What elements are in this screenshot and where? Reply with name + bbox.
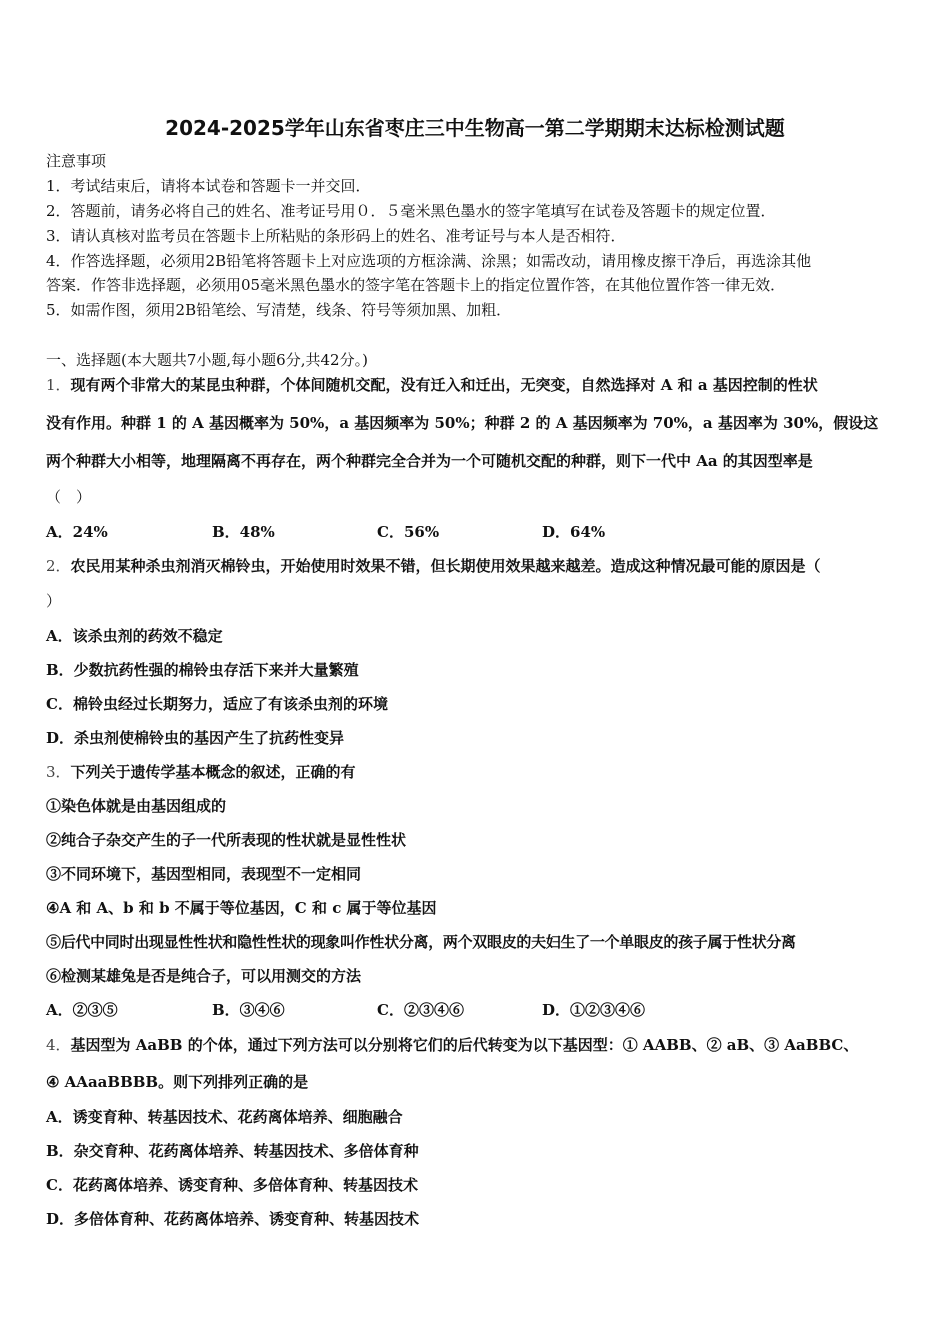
option-a: A．该杀虫剂的药效不稳定 <box>46 627 223 645</box>
question-number: 2． <box>46 557 71 575</box>
option-c: C．②③④⑥ <box>377 1001 464 1019</box>
question-2-line <box>46 555 906 577</box>
statement: ②纯合子杂交产生的子一代所表现的性状就是显性性状 <box>46 831 407 849</box>
option-a: A．诱变育种、转基因技术、花药离体培养、细胞融合 <box>46 1108 403 1126</box>
option-d: D．多倍体育种、花药离体培养、诱变育种、转基因技术 <box>46 1210 420 1228</box>
question-number: 3． <box>46 763 71 781</box>
option-d: D．①②③④⑥ <box>542 1001 646 1019</box>
question-text: 下列关于遗传学基本概念的叙述，正确的有 <box>70 763 356 781</box>
question-3-line <box>46 761 906 783</box>
question-1-line <box>46 374 906 396</box>
notice-item: 答案．作答非选择题，必须用05毫米黑色墨水的签字笔在答题卡上的指定位置作答，在其他位置作答一律无效． <box>46 276 786 294</box>
question-number: 4． <box>46 1036 71 1054</box>
question-1-options <box>46 521 906 543</box>
question-4-line <box>46 1034 906 1056</box>
question-1-line: 两个种群大小相等，地理隔离不再存在，两个种群完全合并为一个可随机交配的种群，则下一代中 Aa 的其因型率是 <box>46 452 813 470</box>
option-a: A．②③⑤ <box>46 1001 118 1019</box>
section-heading: 一、选择题(本大题共7小题,每小题6分,共42分。) <box>46 351 368 369</box>
question-1-line: 没有作用。种群 1 的 A 基因概率为 50%，a 基因频率为 50%；种群 2 的 A 基因频率为 70%，a 基因率为 30%，假设这 <box>46 414 879 432</box>
notice-item: 4．作答选择题，必须用2B铅笔将答题卡上对应选项的方框涂满、涂黑；如需改动，请用橡皮擦干净后，再选涂其他 <box>46 252 812 270</box>
option-b: B．杂交育种、花药离体培养、转基因技术、多倍体育种 <box>46 1142 419 1160</box>
question-3-options <box>46 999 906 1021</box>
option-a: A．24% <box>46 523 108 541</box>
question-number: 1． <box>46 376 71 394</box>
option-d: D．杀虫剂使棉铃虫的基因产生了抗药性变异 <box>46 729 345 747</box>
question-text: 农民用某种杀虫剂消灭棉铃虫，开始使用时效果不错，但长期使用效果越来越差。造成这种情况最可能的原因是（ <box>70 557 821 575</box>
option-b: B．48% <box>212 523 275 541</box>
notice-item: 1．考试结束后，请将本试卷和答题卡一并交回． <box>46 177 371 195</box>
question-4-line: ④ AAaaBBBB。则下列排列正确的是 <box>46 1073 309 1091</box>
statement: ①染色体就是由基因组成的 <box>46 797 227 815</box>
option-c: C．56% <box>377 523 440 541</box>
option-c: C．花药离体培养、诱变育种、多倍体育种、转基因技术 <box>46 1176 418 1194</box>
option-b: B．③④⑥ <box>212 1001 285 1019</box>
question-text: 现有两个非常大的某昆虫种群，个体间随机交配，没有迁入和迁出，无突变，自然选择对 A 和 a 基因控制的性状 <box>70 376 818 394</box>
statement: ④A 和 A、b 和 b 不属于等位基因，C 和 c 属于等位基因 <box>46 899 437 917</box>
statement: ③不同环境下，基因型相同，表现型不一定相同 <box>46 865 362 883</box>
notice-heading: 注意事项 <box>46 152 107 170</box>
notice-item: 3．请认真核对监考员在答题卡上所粘贴的条形码上的姓名、准考证号与本人是否相符． <box>46 227 626 245</box>
question-1-line: （ ） <box>46 488 92 506</box>
question-2-line: ） <box>46 592 62 610</box>
option-c: C．棉铃虫经过长期努力，适应了有该杀虫剂的环境 <box>46 695 388 713</box>
option-d: D．64% <box>542 523 606 541</box>
question-text: 基因型为 AaBB 的个体，通过下列方法可以分别将它们的后代转变为以下基因型：① AABB、② aB、③ AaBBC、 <box>70 1036 859 1054</box>
option-b: B．少数抗药性强的棉铃虫存活下来并大量繁殖 <box>46 661 359 679</box>
page-title: 2024-2025学年山东省枣庄三中生物高一第二学期期末达标检测试题 <box>165 116 785 140</box>
statement: ⑤后代中同时出现显性性状和隐性性状的现象叫作性状分离，两个双眼皮的夫妇生了一个单眼皮的孩子属于性状分离 <box>46 933 796 951</box>
notice-item: 5．如需作图，须用2B铅笔绘、写清楚，线条、符号等须加黑、加粗． <box>46 301 512 319</box>
notice-item: 2．答题前，请务必将自己的姓名、准考证号用０．５毫米黑色墨水的签字笔填写在试卷及答题卡的规定位置． <box>46 202 776 220</box>
statement: ⑥检测某雄兔是否是纯合子，可以用测交的方法 <box>46 967 362 985</box>
